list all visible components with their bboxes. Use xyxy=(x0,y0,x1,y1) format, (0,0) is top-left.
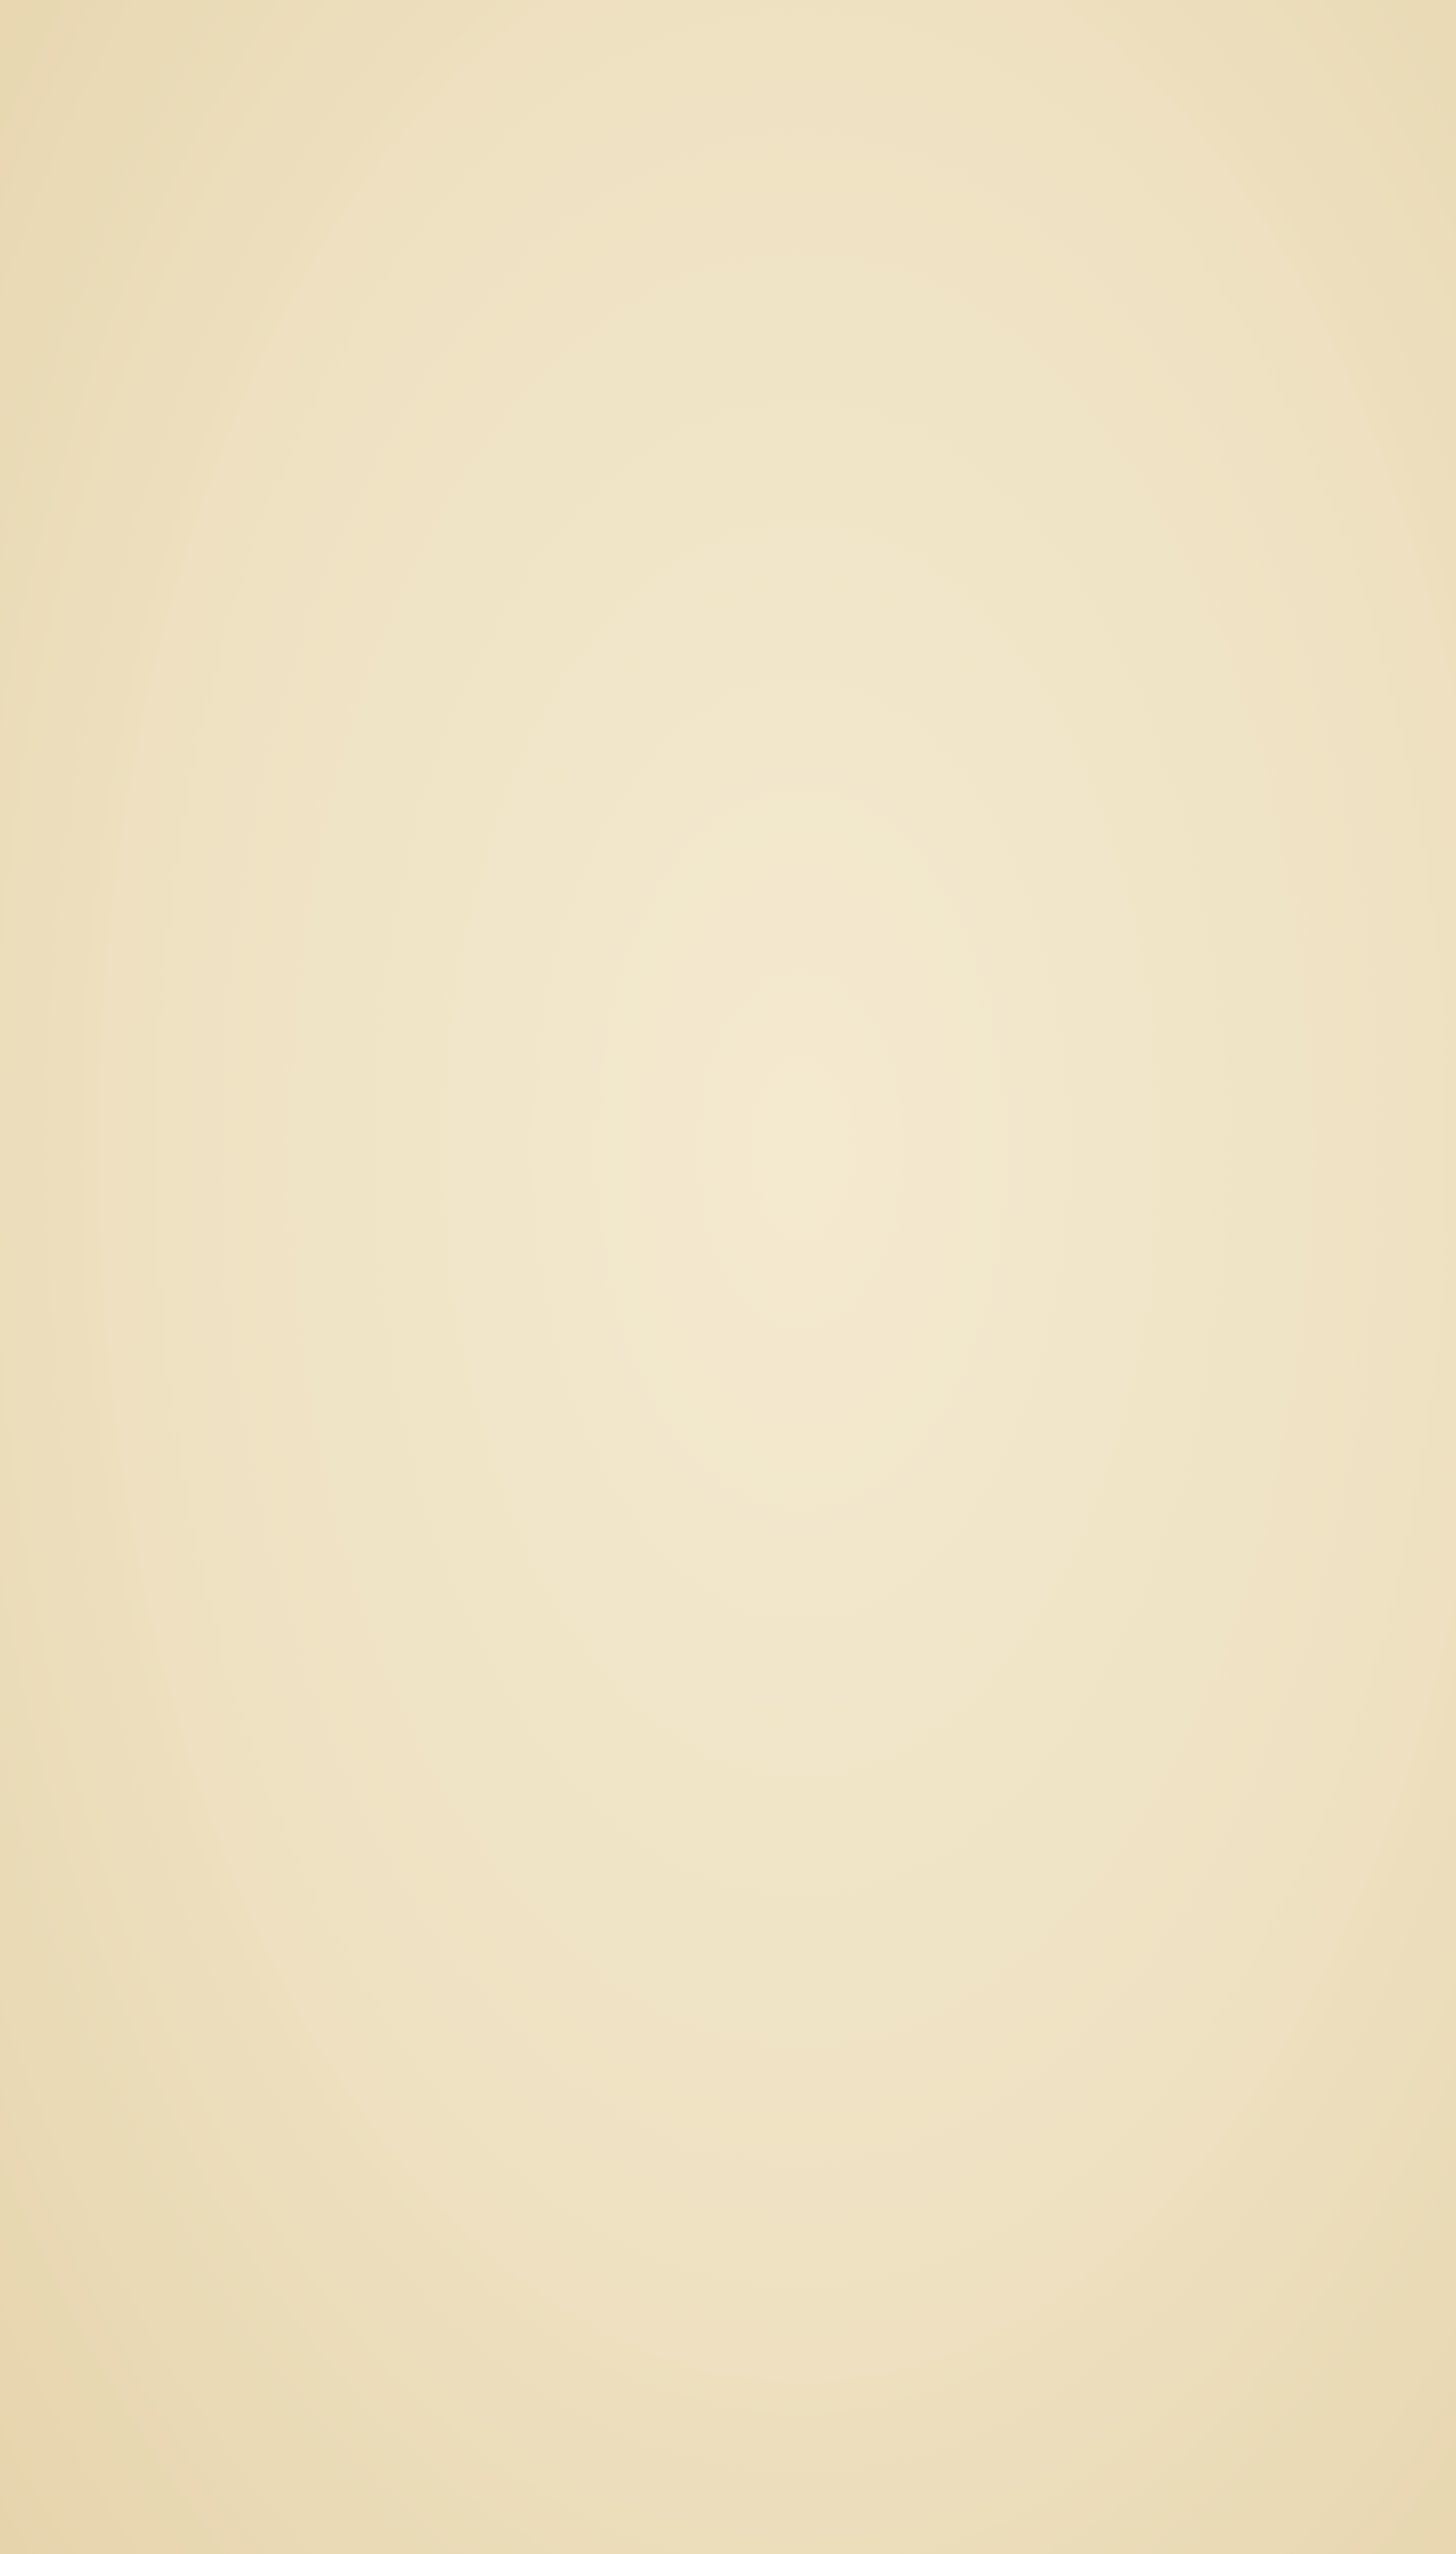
verse-line xyxy=(313,785,1358,843)
verse-line xyxy=(313,843,1358,900)
verse-line xyxy=(313,521,1358,578)
hymn-heading xyxy=(313,252,1358,339)
stanza-gap xyxy=(313,635,1358,670)
verse-line xyxy=(313,578,1358,635)
verse-line xyxy=(313,463,1358,521)
verse-line xyxy=(313,406,1358,463)
page-header xyxy=(196,131,1327,209)
hymn-first-stanza xyxy=(313,406,1358,635)
verse-line xyxy=(313,728,1358,785)
hymn-text xyxy=(313,226,1358,900)
hymn-subtitle xyxy=(313,339,1358,406)
verse-line xyxy=(313,670,1358,728)
hymn-stanza-2 xyxy=(313,670,1358,900)
